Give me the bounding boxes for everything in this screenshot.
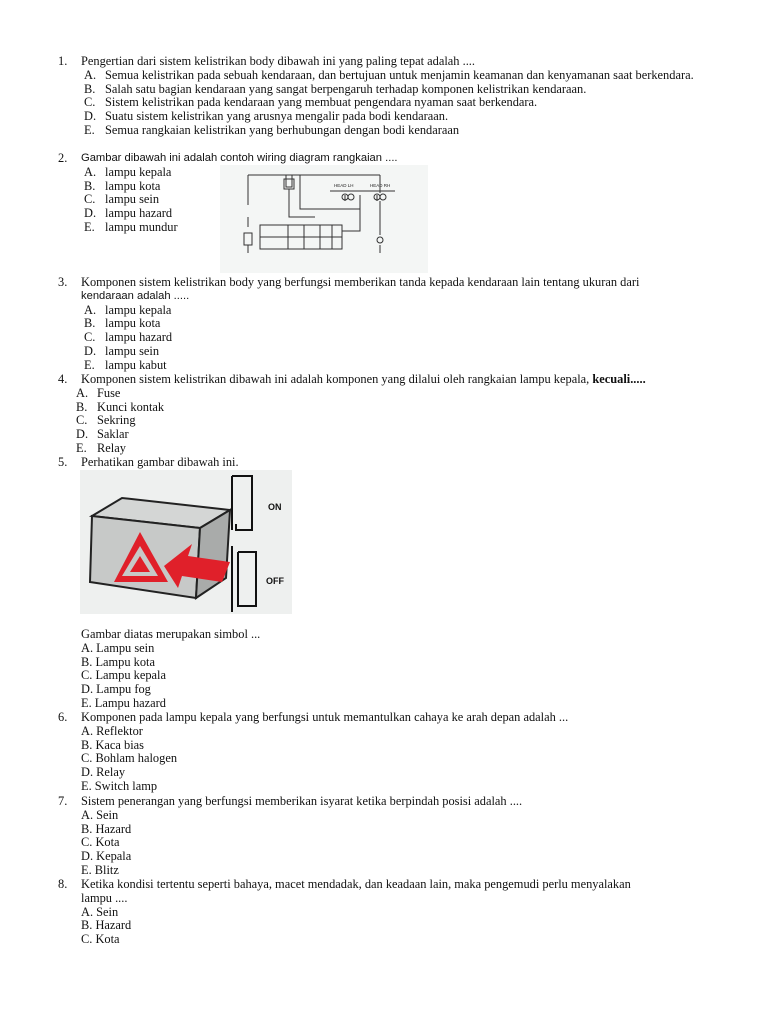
option-text: lampu kepala <box>105 164 172 179</box>
option-a: A. Lampu sein <box>81 640 155 655</box>
hazard-switch-figure <box>80 470 292 614</box>
question-stem <box>81 373 723 387</box>
question-stem: Pengertian dari sistem kelistrikan body dibawah ini yang paling tepat adalah .... <box>81 54 475 68</box>
option-letter: A. <box>84 302 97 317</box>
question-1 <box>58 55 723 138</box>
question-stem: Komponen sistem kelistrikan body yang berfungsi memberikan tanda kepada kendaraan lain tentang ukuran dari <box>81 275 640 289</box>
option-text: lampu kota <box>105 316 161 331</box>
option-letter: E. <box>76 440 87 455</box>
question-stem: Gambar dibawah ini adalah contoh wiring diagram rangkaian .... <box>81 152 398 164</box>
option-text: Semua rangkaian kelistrikan yang berhubungan dengan bodi kendaraan <box>105 122 460 137</box>
option-c: C. Bohlam halogen <box>81 751 178 766</box>
question-stem: Ketika kondisi tertentu seperti bahaya, macet mendadak, dan keadaan lain, maka pengemudi perlu menyalakan <box>81 877 631 891</box>
option-letter: E. <box>84 219 95 234</box>
question-stem: Perhatikan gambar dibawah ini. <box>81 455 239 469</box>
option-a: A. Sein <box>81 807 119 822</box>
option-d <box>84 110 723 124</box>
option-list <box>58 906 723 947</box>
wiring-diagram <box>220 165 428 273</box>
option-text: lampu hazard <box>105 206 173 221</box>
option-list <box>58 642 723 711</box>
option-b: B. Hazard <box>81 821 132 836</box>
option-c: C. Kota <box>81 932 120 947</box>
option-letter: E. <box>84 122 95 137</box>
option-text: lampu sein <box>105 343 160 358</box>
option-letter: D. <box>84 343 97 358</box>
option-text: lampu hazard <box>105 330 173 345</box>
option-letter: B. <box>84 81 96 96</box>
option-e: E. Switch lamp <box>81 778 158 793</box>
option-text: lampu mundur <box>105 219 178 234</box>
question-8 <box>58 878 723 947</box>
question-stem-text: Komponen sistem kelistrikan dibawah ini adalah komponen yang dilalui oleh rangkaian lampu kepala, <box>81 372 590 386</box>
option-a <box>84 304 723 318</box>
option-list <box>58 69 723 138</box>
option-text: Sistem kelistrikan pada kendaraan yang membuat pengendara nyaman saat berkendara. <box>105 95 538 110</box>
option-text: lampu kabut <box>105 357 167 372</box>
option-list <box>58 304 723 373</box>
option-d <box>84 345 723 359</box>
option-text: Sekring <box>97 413 136 428</box>
option-letter: A. <box>84 164 97 179</box>
question-stem: Komponen pada lampu kepala yang berfungsi untuk memantulkan cahaya ke arah depan adalah ... <box>81 710 569 724</box>
option-letter: D. <box>84 109 97 124</box>
question-number: 7. <box>58 794 68 808</box>
option-letter: B. <box>84 178 96 193</box>
option-e <box>84 124 723 138</box>
option-text: Semua kelistrikan pada sebuah kendaraan, dan bertujuan untuk menjamin keamanan dan kenyamanan saat berkendara. <box>105 67 694 82</box>
option-list <box>58 809 723 878</box>
option-list <box>58 387 723 456</box>
option-text: Salah satu bagian kendaraan yang sangat berpengaruh terhadap komponen kelistrikan kendaraan. <box>105 81 587 96</box>
option-e: E. Blitz <box>81 862 119 877</box>
option-text: Saklar <box>97 427 129 442</box>
option-letter: D. <box>76 427 89 442</box>
head-rh-label: HEAD RH <box>370 183 391 188</box>
question-number: 4. <box>58 372 68 386</box>
option-a <box>84 69 723 83</box>
question-number: 3. <box>58 275 68 289</box>
question-5 <box>58 456 723 470</box>
option-letter: E. <box>84 357 95 372</box>
option-b <box>76 401 723 415</box>
option-letter: C. <box>84 192 96 207</box>
option-a: A. Sein <box>81 904 119 919</box>
option-text: lampu kepala <box>105 302 172 317</box>
option-e <box>84 359 723 373</box>
question-number: 8. <box>58 877 68 891</box>
option-letter: A. <box>84 67 97 82</box>
question-5-continued <box>58 628 723 711</box>
question-number: 6. <box>58 710 68 724</box>
option-b: B. Hazard <box>81 918 132 933</box>
option-letter: B. <box>84 316 96 331</box>
option-text: Fuse <box>97 385 121 400</box>
question-stem-emphasis: kecuali..... <box>592 372 646 386</box>
option-letter: C. <box>84 95 96 110</box>
question-3 <box>58 276 723 373</box>
hazard-switch-illustration <box>80 470 292 614</box>
question-stem-continuation: kendaraan adalah ..... <box>81 289 190 302</box>
option-d <box>76 428 723 442</box>
question-number: 1. <box>58 54 68 68</box>
question-stem-continuation: lampu .... <box>81 890 128 905</box>
option-text: Relay <box>97 440 126 455</box>
option-text: lampu kota <box>105 178 161 193</box>
option-e: E. Lampu hazard <box>81 695 166 710</box>
option-c: C. Kota <box>81 835 120 850</box>
option-text: Kunci kontak <box>97 399 165 414</box>
option-c: C. Lampu kepala <box>81 668 166 683</box>
option-a <box>76 387 723 401</box>
option-a: A. Reflektor <box>81 723 143 738</box>
option-b: B. Lampu kota <box>81 654 155 669</box>
option-e <box>76 442 723 456</box>
option-text: lampu sein <box>105 192 160 207</box>
option-letter: C. <box>84 330 96 345</box>
question-7 <box>58 795 723 878</box>
option-d: D. Relay <box>81 765 126 780</box>
option-c <box>84 331 723 345</box>
option-d: D. Lampu fog <box>81 682 151 697</box>
option-letter: C. <box>76 413 88 428</box>
wiring-diagram-figure <box>220 165 428 273</box>
option-c <box>84 96 723 110</box>
head-lh-label: HEAD LH <box>334 183 354 188</box>
option-letter: A. <box>76 385 89 400</box>
option-c <box>76 414 723 428</box>
off-label: OFF <box>266 576 284 586</box>
option-letter: B. <box>76 399 88 414</box>
question-prompt: Gambar diatas merupakan simbol ... <box>81 627 261 641</box>
option-b <box>84 317 723 331</box>
option-list <box>58 725 723 794</box>
option-text: Suatu sistem kelistrikan yang arusnya mengalir pada bodi kendaraan. <box>105 109 449 124</box>
question-number: 5. <box>58 455 68 469</box>
option-b <box>84 83 723 97</box>
option-letter: D. <box>84 206 97 221</box>
option-b: B. Kaca bias <box>81 737 144 752</box>
question-number: 2. <box>58 151 68 165</box>
question-stem: Sistem penerangan yang berfungsi memberikan isyarat ketika berpindah posisi adalah .... <box>81 794 523 808</box>
option-d: D. Kepala <box>81 849 132 864</box>
on-label: ON <box>268 502 282 512</box>
question-6 <box>58 711 723 794</box>
question-4 <box>58 373 723 456</box>
